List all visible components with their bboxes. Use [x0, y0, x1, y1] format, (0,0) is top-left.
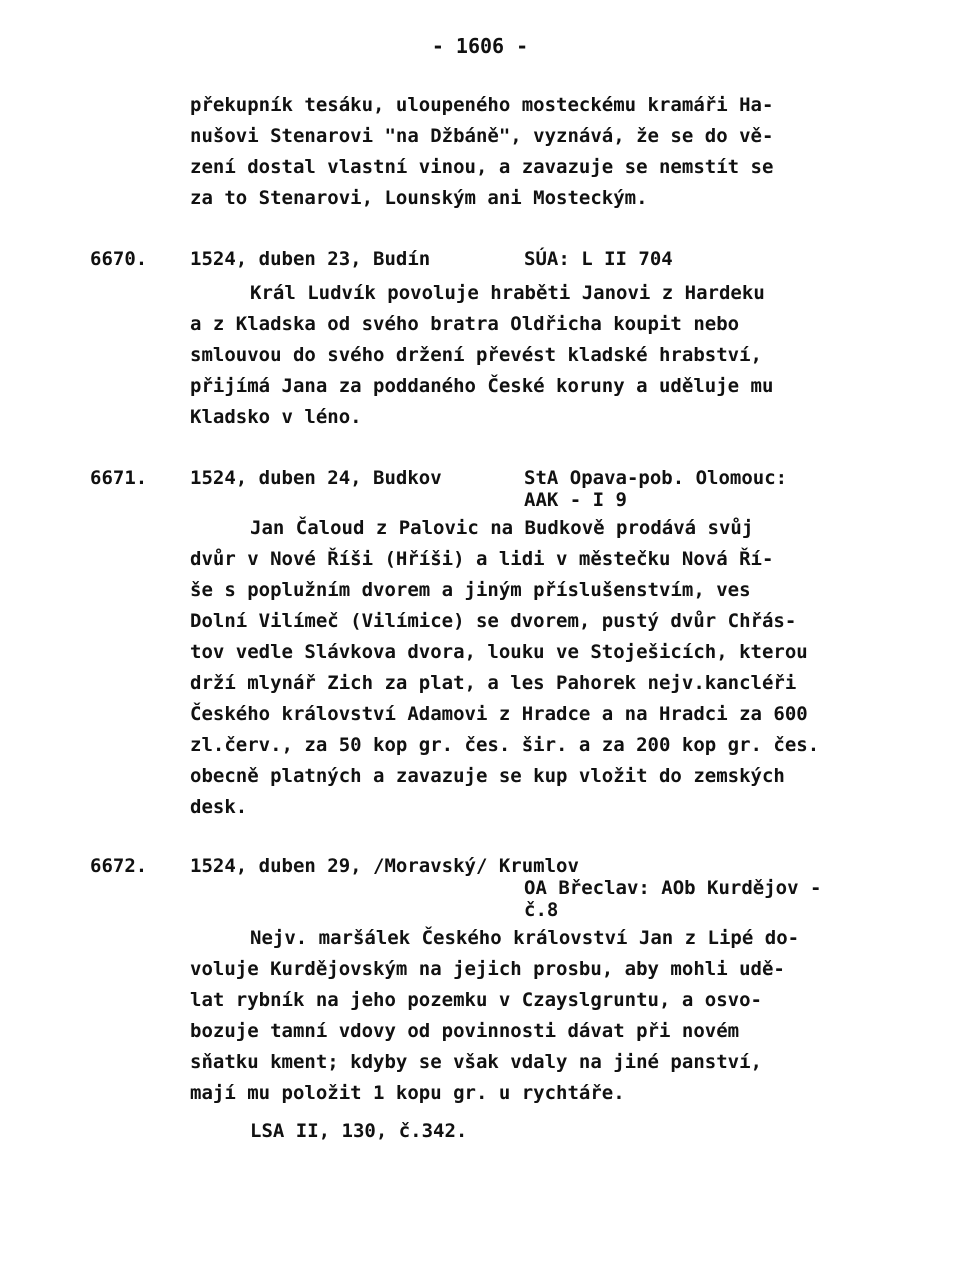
- entry-text-line: zl.červ., za 50 kop gr. čes. šir. a za 200 kop gr. čes.: [190, 734, 820, 756]
- entry-date-place: 1524, duben 29, /Moravský/ Krumlov: [190, 855, 579, 877]
- entry-text-line: dvůr v Nové Říši (Hříši) a lidi v městečku Nová Ří-: [190, 548, 774, 570]
- entry-text-line: Nejv. maršálek Českého království Jan z Lipé do-: [250, 927, 800, 949]
- entry-date-place: 1524, duben 24, Budkov: [190, 467, 442, 489]
- entry-number: 6671.: [90, 467, 148, 489]
- intro-line: zení dostal vlastní vinou, a zavazuje se nemstít se: [190, 156, 774, 178]
- entry-text-line: Jan Čaloud z Palovic na Budkově prodává svůj: [250, 517, 754, 539]
- entry-number: 6672.: [90, 855, 148, 877]
- entry-text-line: a z Kladska od svého bratra Oldřicha koupit nebo: [190, 313, 740, 335]
- entry-text-line: voluje Kurdějovským na jejich prosbu, aby mohli udě-: [190, 958, 785, 980]
- entry-citation: LSA II, 130, č.342.: [250, 1120, 468, 1142]
- entry-source: AAK - I 9: [524, 489, 627, 511]
- entry-source: č.8: [524, 899, 559, 921]
- entry-text-line: sňatku kment; kdyby se však vdaly na jiné panství,: [190, 1051, 762, 1073]
- page-number: - 1606 -: [431, 34, 529, 58]
- entry-text-line: Dolní Vilímeč (Vilímice) se dvorem, pustý dvůr Chřás-: [190, 610, 797, 632]
- entry-source: OA Břeclav: AOb Kurdějov -: [524, 877, 822, 899]
- entry-source: StA Opava-pob. Olomouc:: [524, 467, 788, 489]
- entry-text-line: desk.: [190, 796, 248, 818]
- entry-text-line: mají mu položit 1 kopu gr. u rychtáře.: [190, 1082, 625, 1104]
- intro-line: za to Stenarovi, Lounským ani Mosteckým.: [190, 187, 648, 209]
- entry-text-line: bozuje tamní vdovy od povinnosti dávat při novém: [190, 1020, 740, 1042]
- intro-line: překupník tesáku, uloupeného mosteckému kramáři Ha-: [190, 94, 774, 116]
- entry-text-line: še s poplužním dvorem a jiným příslušenstvím, ves: [190, 579, 751, 601]
- entry-text-line: přijímá Jana za poddaného České koruny a uděluje mu: [190, 375, 774, 397]
- entry-text-line: Kladsko v léno.: [190, 406, 362, 428]
- entry-text-line: Českého království Adamovi z Hradce a na Hradci za 600: [190, 703, 808, 725]
- entry-source: SÚA: L II 704: [524, 248, 673, 270]
- entry-text-line: obecně platných a zavazuje se kup vložit do zemských: [190, 765, 785, 787]
- entry-text-line: smlouvou do svého držení převést kladské hrabství,: [190, 344, 762, 366]
- entry-text-line: lat rybník na jeho pozemku v Czayslgruntu, a osvo-: [190, 989, 762, 1011]
- intro-line: nušovi Stenarovi "na Džbáně", vyznává, že se do vě-: [190, 125, 774, 147]
- entry-text-line: tov vedle Slávkova dvora, louku ve Stoješicích, kterou: [190, 641, 808, 663]
- entry-text-line: drží mlynář Zich za plat, a les Pahorek nejv.kancléři: [190, 672, 797, 694]
- entry-text-line: Král Ludvík povoluje hraběti Janovi z Hardeku: [250, 282, 765, 304]
- entry-number: 6670.: [90, 248, 148, 270]
- entry-date-place: 1524, duben 23, Budín: [190, 248, 431, 270]
